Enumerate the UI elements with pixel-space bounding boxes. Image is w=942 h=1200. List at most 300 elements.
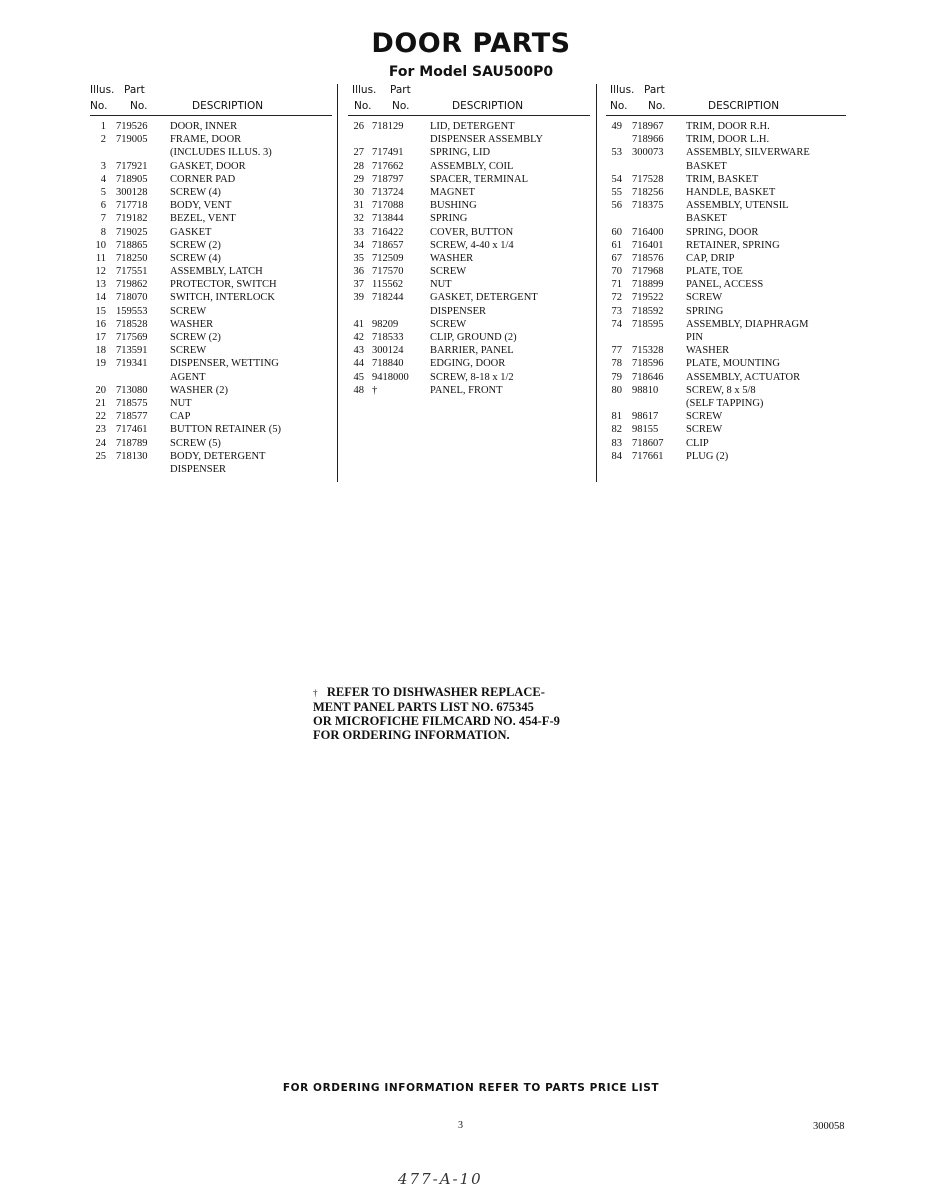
illus-number: 39 — [353, 292, 364, 304]
part-number: 115562 — [372, 279, 404, 291]
illus-number: 5 — [100, 186, 106, 198]
parts-row — [90, 397, 332, 410]
illus-number: 77 — [611, 345, 622, 357]
part-number: 718592 — [632, 305, 664, 317]
part-number: 719005 — [116, 134, 148, 146]
note-line: FOR ORDERING INFORMATION. — [313, 728, 510, 742]
illus-number: 35 — [353, 252, 364, 264]
illus-number: 23 — [95, 424, 106, 436]
illus-number: 74 — [611, 318, 622, 330]
parts-row — [606, 305, 846, 318]
column-divider — [596, 84, 597, 482]
part-description: BEZEL, VENT — [170, 213, 236, 225]
illus-number: 71 — [611, 279, 622, 291]
column-header — [348, 84, 590, 116]
page-title: DOOR PARTS — [371, 28, 571, 59]
part-description: WASHER — [170, 318, 214, 330]
illus-number: 33 — [353, 226, 364, 238]
part-description: CAP, DRIP — [686, 252, 735, 264]
part-number: 718899 — [632, 279, 664, 291]
illus-number: 10 — [95, 239, 106, 251]
part-description: BARRIER, PANEL — [430, 345, 514, 357]
part-description: SCREW — [686, 424, 723, 436]
part-number: 718646 — [632, 371, 664, 383]
parts-column-2 — [348, 84, 590, 397]
header-description: DESCRIPTION — [452, 100, 524, 112]
part-description: HANDLE, BASKET — [686, 186, 776, 198]
illus-number: 73 — [611, 305, 622, 317]
column-header — [606, 84, 846, 116]
parts-row — [606, 212, 846, 225]
part-description: BODY, VENT — [170, 200, 232, 212]
parts-row — [90, 239, 332, 252]
parts-row — [348, 186, 590, 199]
part-description: SCREW (4) — [170, 186, 221, 198]
illus-number: 6 — [100, 200, 106, 212]
parts-row — [348, 305, 590, 318]
part-description: BUTTON RETAINER (5) — [170, 424, 281, 436]
parts-column-1 — [90, 84, 332, 476]
illus-number: 43 — [353, 345, 364, 357]
part-number: 716401 — [632, 239, 664, 251]
parts-row — [348, 252, 590, 265]
part-number: 718533 — [372, 332, 404, 343]
part-number: 718967 — [632, 121, 664, 132]
header-part-no: No. — [648, 100, 666, 112]
header-rule — [606, 115, 846, 116]
part-description: ASSEMBLY, UTENSIL — [686, 200, 789, 212]
illus-number: 4 — [100, 173, 106, 185]
parts-row — [90, 463, 332, 476]
note-line: MENT PANEL PARTS LIST NO. 675345 — [313, 700, 534, 714]
part-description: NUT — [430, 279, 452, 291]
header-part: Part — [644, 84, 665, 96]
part-description: SCREW, 4-40 x 1/4 — [430, 239, 514, 251]
part-description: SCREW (5) — [170, 437, 221, 449]
part-description: SPRING — [686, 305, 724, 317]
illus-number: 82 — [611, 424, 622, 436]
part-description: SCREW (2) — [170, 239, 221, 251]
parts-row — [90, 291, 332, 304]
parts-row — [90, 212, 332, 225]
part-number: 719522 — [632, 292, 664, 304]
part-description: SCREW (2) — [170, 332, 221, 343]
part-number: 719341 — [116, 358, 148, 370]
parts-row — [606, 410, 846, 423]
parts-row — [606, 239, 846, 252]
illus-number: 84 — [611, 450, 622, 462]
part-number: 712509 — [372, 252, 404, 264]
part-description: SPACER, TERMINAL — [430, 173, 529, 185]
part-description: SWITCH, INTERLOCK — [170, 292, 275, 304]
part-number: 718528 — [116, 318, 148, 330]
part-description: DISPENSER, WETTING — [170, 358, 279, 370]
parts-row — [348, 291, 590, 304]
parts-row — [90, 357, 332, 370]
illus-number: 18 — [95, 345, 106, 357]
part-description: MAGNET — [430, 186, 475, 198]
parts-row — [348, 371, 590, 384]
part-number: 717968 — [632, 266, 664, 278]
parts-row — [348, 331, 590, 344]
illus-number: 17 — [95, 332, 106, 343]
part-number: 717569 — [116, 332, 148, 343]
part-description: SPRING — [430, 213, 468, 225]
illus-number: 55 — [611, 186, 622, 198]
parts-row — [90, 437, 332, 450]
illus-number: 11 — [95, 252, 106, 264]
part-number: 719025 — [116, 226, 148, 238]
part-number: 713080 — [116, 384, 148, 396]
illus-number: 61 — [611, 239, 622, 251]
part-number: 715328 — [632, 345, 664, 357]
illus-number: 14 — [95, 292, 106, 304]
part-description: PROTECTOR, SWITCH — [170, 279, 277, 291]
part-description: ASSEMBLY, SILVERWARE — [686, 147, 810, 159]
illus-number: 32 — [353, 213, 364, 225]
part-description: PANEL, FRONT — [430, 384, 503, 396]
illus-number: 54 — [611, 173, 622, 185]
parts-row — [606, 120, 846, 133]
part-number: 9418000 — [372, 371, 409, 383]
page-number: 3 — [458, 1120, 463, 1131]
parts-row — [348, 212, 590, 225]
part-description: BASKET — [686, 160, 727, 172]
part-description: ASSEMBLY, COIL — [430, 160, 514, 172]
illus-number: 34 — [353, 239, 364, 251]
part-description: TRIM, DOOR R.H. — [686, 121, 770, 132]
part-description: WASHER (2) — [170, 384, 229, 396]
handwritten-notation: 477-A-10 — [398, 1170, 483, 1188]
parts-row — [606, 318, 846, 331]
part-description: TRIM, DOOR L.H. — [686, 134, 770, 146]
parts-row — [606, 278, 846, 291]
part-number: 718966 — [632, 134, 664, 146]
parts-column-3 — [606, 84, 846, 463]
parts-row — [348, 384, 590, 397]
part-description: BODY, DETERGENT — [170, 450, 266, 462]
parts-row — [606, 133, 846, 146]
header-rule — [90, 115, 332, 116]
part-number: 98617 — [632, 411, 659, 423]
header-illus-no: No. — [610, 100, 628, 112]
illus-number: 36 — [353, 266, 364, 278]
illus-number: 28 — [353, 160, 364, 172]
illus-number: 72 — [611, 292, 622, 304]
part-number: 717528 — [632, 173, 664, 185]
parts-row — [606, 397, 846, 410]
illus-number: 31 — [353, 200, 364, 212]
part-number: 719862 — [116, 279, 148, 291]
part-number: 719526 — [116, 121, 148, 132]
part-number: 717662 — [372, 160, 404, 172]
part-number: 718840 — [372, 358, 404, 370]
illus-number: 16 — [95, 318, 106, 330]
dagger-symbol: † — [313, 688, 318, 698]
part-description: SCREW — [686, 411, 723, 423]
part-number: 717551 — [116, 266, 148, 278]
part-number: 717570 — [372, 266, 404, 278]
parts-row — [606, 423, 846, 436]
part-number: 716400 — [632, 226, 664, 238]
note-line: OR MICROFICHE FILMCARD NO. 454-F-9 — [313, 714, 560, 728]
part-number: 98155 — [632, 424, 659, 436]
header-part-no: No. — [130, 100, 148, 112]
part-number: 717921 — [116, 160, 148, 172]
part-number: 713724 — [372, 186, 404, 198]
part-description: (INCLUDES ILLUS. 3) — [170, 147, 272, 159]
ordering-footer: FOR ORDERING INFORMATION REFER TO PARTS PRICE LIST — [282, 1082, 660, 1094]
header-description: DESCRIPTION — [708, 100, 780, 112]
parts-row — [348, 344, 590, 357]
header-illus-no: No. — [90, 100, 108, 112]
part-number: 718250 — [116, 252, 148, 264]
parts-row — [348, 318, 590, 331]
illus-number: 7 — [100, 213, 106, 225]
part-description: BUSHING — [430, 200, 477, 212]
parts-row — [606, 344, 846, 357]
part-description: SCREW, 8-18 x 1/2 — [430, 371, 514, 383]
illus-number: 41 — [353, 318, 364, 330]
illus-number: 2 — [100, 134, 106, 146]
illus-number: 21 — [95, 397, 106, 409]
part-description: CORNER PAD — [170, 173, 236, 185]
part-number: 716422 — [372, 226, 404, 238]
parts-row — [606, 252, 846, 265]
part-description: SPRING, DOOR — [686, 226, 759, 238]
part-description: GASKET, DETERGENT — [430, 292, 538, 304]
parts-row — [606, 160, 846, 173]
illus-number: 42 — [353, 332, 364, 343]
header-part-no: No. — [392, 100, 410, 112]
part-description: SCREW (4) — [170, 252, 221, 264]
part-number: 718070 — [116, 292, 148, 304]
illus-number: 37 — [353, 279, 364, 291]
part-description: SCREW — [430, 266, 467, 278]
parts-row — [90, 410, 332, 423]
parts-row — [606, 291, 846, 304]
part-number: 717461 — [116, 424, 148, 436]
illus-number: 27 — [353, 147, 364, 159]
part-description: SCREW — [170, 305, 207, 317]
parts-row — [606, 450, 846, 463]
part-number: 718905 — [116, 173, 148, 185]
illus-number: 13 — [95, 279, 106, 291]
parts-row — [90, 173, 332, 186]
illus-number: 44 — [353, 358, 364, 370]
part-number: 719182 — [116, 213, 148, 225]
part-number: 718607 — [632, 437, 664, 449]
parts-row — [90, 226, 332, 239]
part-number: 718130 — [116, 450, 148, 462]
parts-row — [606, 331, 846, 344]
illus-number: 81 — [611, 411, 622, 423]
part-number: 718865 — [116, 239, 148, 251]
part-number: 718797 — [372, 173, 404, 185]
part-number: 300128 — [116, 186, 148, 198]
part-description: DISPENSER — [170, 463, 227, 475]
parts-row — [90, 146, 332, 159]
parts-row — [606, 265, 846, 278]
illus-number: 20 — [95, 384, 106, 396]
part-description: DISPENSER — [430, 305, 487, 317]
part-number: 718596 — [632, 358, 664, 370]
illus-number: 60 — [611, 226, 622, 238]
header-part: Part — [124, 84, 145, 96]
column-divider — [337, 84, 338, 482]
column-header — [90, 84, 332, 116]
parts-row — [90, 305, 332, 318]
part-description: GASKET, DOOR — [170, 160, 246, 172]
illus-number: 70 — [611, 266, 622, 278]
part-number: 718789 — [116, 437, 148, 449]
part-description: ASSEMBLY, DIAPHRAGM — [686, 318, 809, 330]
part-description: RETAINER, SPRING — [686, 239, 780, 251]
part-number: 718595 — [632, 318, 664, 330]
part-description: ASSEMBLY, LATCH — [170, 266, 263, 278]
illus-number: 48 — [353, 384, 364, 396]
document-number: 300058 — [813, 1121, 845, 1132]
part-description: SCREW — [686, 292, 723, 304]
illus-number: 67 — [611, 252, 622, 264]
part-number: 718129 — [372, 121, 404, 132]
parts-row — [90, 423, 332, 436]
part-description: ASSEMBLY, ACTUATOR — [686, 371, 801, 383]
parts-row — [606, 437, 846, 450]
part-number: 717088 — [372, 200, 404, 212]
part-description: NUT — [170, 397, 192, 409]
part-number: 713844 — [372, 213, 404, 225]
parts-row — [90, 120, 332, 133]
illus-number: 56 — [611, 200, 622, 212]
parts-row — [90, 318, 332, 331]
parts-row — [606, 173, 846, 186]
part-number: 300124 — [372, 345, 404, 357]
parts-row — [90, 344, 332, 357]
illus-number: 1 — [100, 121, 106, 132]
illus-number: 25 — [95, 450, 106, 462]
header-illus: Illus. — [610, 84, 635, 96]
illus-number: 3 — [100, 160, 106, 172]
header-illus: Illus. — [352, 84, 377, 96]
header-part: Part — [390, 84, 411, 96]
header-illus: Illus. — [90, 84, 115, 96]
part-number: 717491 — [372, 147, 404, 159]
part-description: GASKET — [170, 226, 212, 238]
illus-number: 22 — [95, 411, 106, 423]
parts-row — [348, 265, 590, 278]
part-description: CLIP, GROUND (2) — [430, 332, 517, 343]
illus-number: 8 — [100, 226, 106, 238]
part-number: 713591 — [116, 345, 148, 357]
note-line: † REFER TO DISHWASHER REPLACE- — [313, 685, 545, 699]
parts-row — [90, 186, 332, 199]
parts-row — [348, 146, 590, 159]
part-number: 300073 — [632, 147, 664, 159]
panel-reference-note — [313, 685, 613, 742]
part-description: SCREW — [170, 345, 207, 357]
part-number: 159553 — [116, 305, 148, 317]
part-description: PLATE, MOUNTING — [686, 358, 780, 370]
part-description: SCREW, 8 x 5/8 — [686, 384, 756, 396]
part-number: 98209 — [372, 318, 399, 330]
part-description: TRIM, BASKET — [686, 173, 759, 185]
illus-number: 79 — [611, 371, 622, 383]
illus-number: 24 — [95, 437, 106, 449]
parts-row — [348, 357, 590, 370]
illus-number: 12 — [95, 266, 106, 278]
parts-row — [348, 160, 590, 173]
parts-row — [348, 239, 590, 252]
illus-number: 45 — [353, 371, 364, 383]
parts-row — [606, 384, 846, 397]
illus-number: 30 — [353, 186, 364, 198]
parts-row — [606, 357, 846, 370]
part-description: PANEL, ACCESS — [686, 279, 764, 291]
part-description: PLATE, TOE — [686, 266, 743, 278]
part-description: (SELF TAPPING) — [686, 397, 764, 409]
parts-row — [90, 278, 332, 291]
part-description: CLIP — [686, 437, 709, 449]
part-description: LID, DETERGENT — [430, 121, 515, 132]
part-description: WASHER — [686, 345, 730, 357]
header-rule — [348, 115, 590, 116]
part-number: 718375 — [632, 200, 664, 212]
illus-number: 83 — [611, 437, 622, 449]
header-illus-no: No. — [354, 100, 372, 112]
parts-row — [348, 133, 590, 146]
part-description: EDGING, DOOR — [430, 358, 506, 370]
illus-number: 78 — [611, 358, 622, 370]
model-subtitle: For Model SAU500P0 — [388, 64, 554, 80]
parts-row — [90, 265, 332, 278]
parts-row — [606, 146, 846, 159]
illus-number: 49 — [611, 121, 622, 132]
parts-rows — [90, 120, 332, 476]
parts-row — [348, 173, 590, 186]
part-description: CAP — [170, 411, 191, 423]
parts-row — [606, 226, 846, 239]
part-description: WASHER — [430, 252, 474, 264]
parts-rows — [348, 120, 590, 397]
parts-row — [90, 331, 332, 344]
parts-row — [90, 371, 332, 384]
illus-number: 15 — [95, 305, 106, 317]
parts-row — [348, 199, 590, 212]
part-number: † — [372, 384, 378, 396]
parts-row — [90, 384, 332, 397]
parts-row — [606, 186, 846, 199]
illus-number: 53 — [611, 147, 622, 159]
parts-row — [348, 278, 590, 291]
parts-row — [90, 450, 332, 463]
part-description: DOOR, INNER — [170, 121, 238, 132]
illus-number: 80 — [611, 384, 622, 396]
part-description: AGENT — [170, 371, 206, 383]
part-description: SPRING, LID — [430, 147, 491, 159]
part-number: 717661 — [632, 450, 664, 462]
part-description: FRAME, DOOR — [170, 134, 242, 146]
part-number: 718256 — [632, 186, 664, 198]
illus-number: 26 — [353, 121, 364, 132]
part-description: SCREW — [430, 318, 467, 330]
part-description: PLUG (2) — [686, 450, 729, 462]
part-number: 718244 — [372, 292, 404, 304]
parts-row — [606, 199, 846, 212]
parts-row — [90, 252, 332, 265]
header-description: DESCRIPTION — [192, 100, 264, 112]
illus-number: 29 — [353, 173, 364, 185]
